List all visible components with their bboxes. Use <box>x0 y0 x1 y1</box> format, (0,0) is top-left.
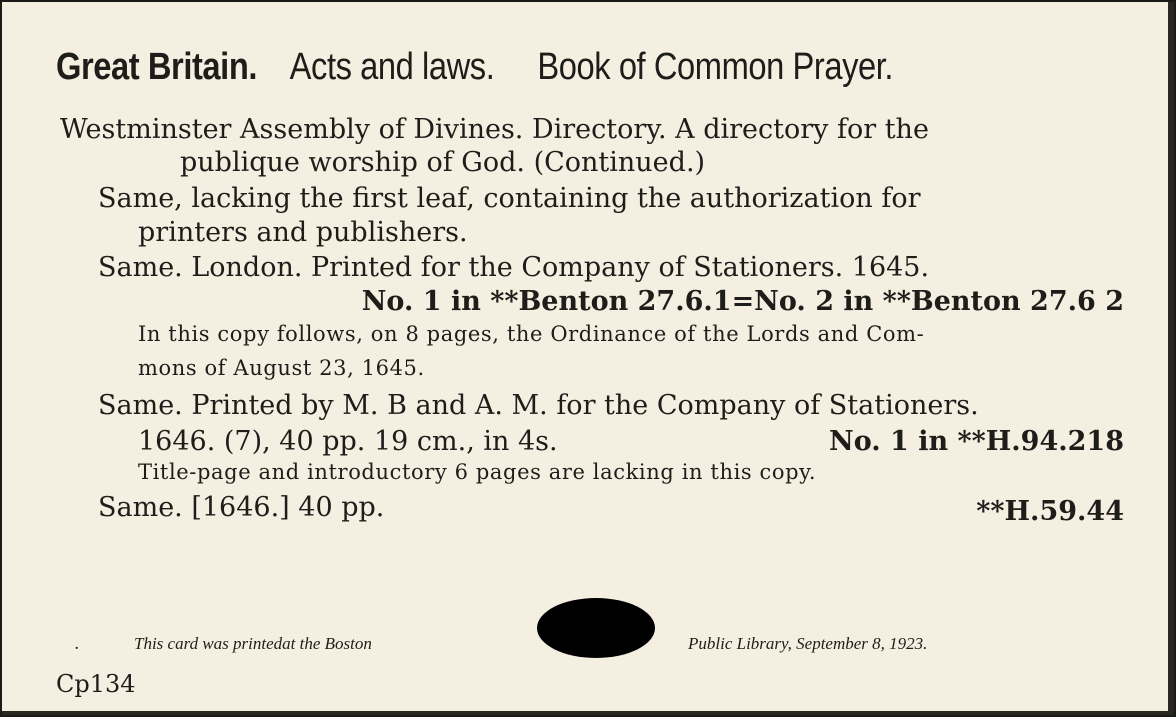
same3-location: No. 1 in **H.94.218 <box>829 426 1124 457</box>
footer-printing-note-left: This card was printedat the Boston <box>134 634 372 653</box>
call-number: Cp134 <box>56 670 136 698</box>
same3-line-1: Same. Printed by M. B and A. M. for the Company of Stationers. <box>98 390 979 421</box>
main-entry-line-2: publique worship of God. (Continued.) <box>180 147 706 178</box>
card-heading <box>56 46 1002 89</box>
same3-line-2: 1646. (7), 40 pp. 19 cm., in 4s. <box>138 426 558 457</box>
same1-line-1: Same, lacking the first leaf, containing the authorization for <box>98 183 921 214</box>
same2-note-line-2: mons of August 23, 1645. <box>138 356 425 380</box>
footer-printing-note-right: Public Library, September 8, 1923. <box>688 634 928 653</box>
same4-line: Same. [1646.] 40 pp. <box>98 492 385 523</box>
ink-blot <box>537 598 655 658</box>
same3-note: Title-page and introductory 6 pages are lacking in this copy. <box>138 460 817 484</box>
same2-line-1: Same. London. Printed for the Company of Stationers. 1645. <box>98 252 930 283</box>
same4-location: **H.59.44 <box>976 496 1124 527</box>
heading-title: Book of Common Prayer. <box>537 46 894 88</box>
main-entry-line-1: Westminster Assembly of Divines. Directory. A directory for the <box>60 114 929 145</box>
heading-subject: Great Britain. <box>56 46 258 88</box>
footer-mark: . <box>74 634 80 654</box>
same2-location: No. 1 in **Benton 27.6.1=No. 2 in **Benton 27.6 2 <box>361 286 1124 317</box>
same2-note-line-1: In this copy follows, on 8 pages, the Ordinance of the Lords and Com- <box>138 322 925 346</box>
catalog-card <box>2 2 1174 715</box>
same1-line-2: printers and publishers. <box>138 217 468 248</box>
heading-subdivision: Acts and laws. <box>289 46 495 88</box>
